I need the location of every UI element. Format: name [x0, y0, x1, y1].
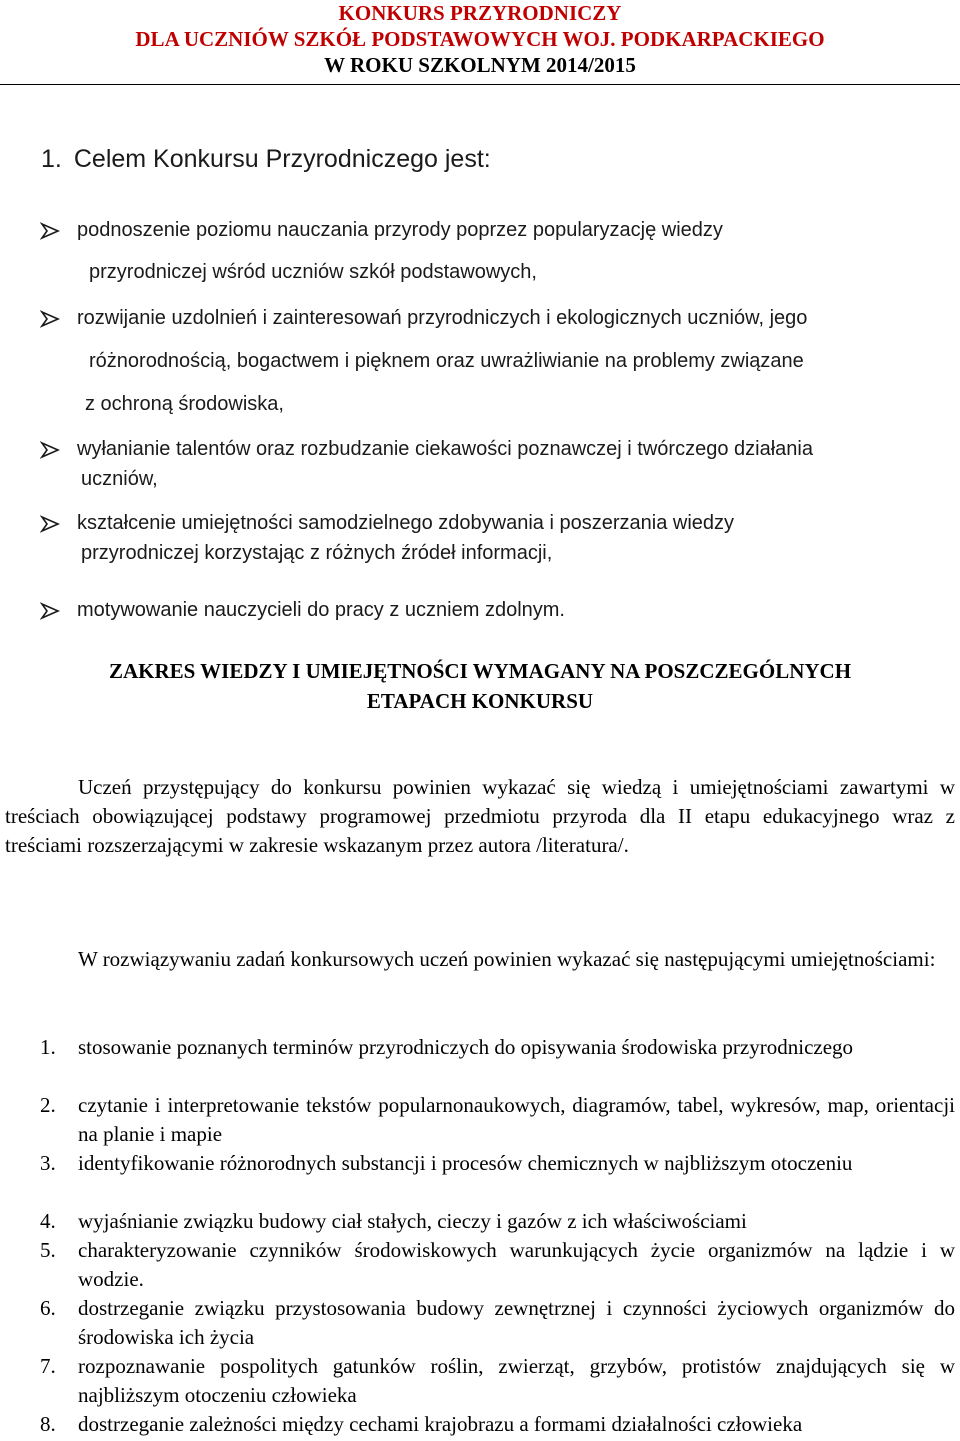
- list-item-text: uczniów,: [81, 468, 158, 490]
- skill-text: charakteryzowanie czynników środowiskowych warunkujących życie organizmów na lądzie i w wodzie.: [78, 1238, 955, 1291]
- arrowhead-bullet-icon: [40, 514, 60, 534]
- skill-number: 1.: [40, 1035, 56, 1059]
- skill-text: rozpoznawanie pospolitych gatunków roślin, zwierząt, grzybów, protistów znajdujących się w najbliższym otoczeniu człowieka: [78, 1354, 955, 1407]
- document-header: [0, 0, 960, 78]
- skill-number: 3.: [40, 1151, 56, 1175]
- requirements-heading-line: ETAPACH KONKURSU: [366, 689, 594, 713]
- section-heading: [41, 143, 491, 175]
- list-item-text: różnorodnością, bogactwem i pięknem oraz uwrażliwianie na problemy związane: [89, 350, 804, 372]
- section-title: Celem Konkursu Przyrodniczego jest:: [73, 145, 491, 173]
- list-item-text: z ochroną środowiska,: [85, 393, 284, 415]
- skill-text: stosowanie poznanych terminów przyrodniczych do opisywania środowiska przyrodniczego: [78, 1035, 854, 1059]
- skill-number: 2.: [40, 1093, 56, 1117]
- section-number: 1.: [41, 145, 62, 173]
- header-school-year: W ROKU SZKOLNYM 2014/2015: [324, 53, 636, 77]
- skill-number: 7.: [40, 1354, 56, 1378]
- list-item-text: przyrodniczej wśród uczniów szkół podstawowych,: [89, 261, 537, 283]
- intro-paragraph: [5, 773, 955, 860]
- skills-intro-paragraph: [5, 945, 955, 974]
- list-item-text: przyrodniczej korzystając z różnych źródeł informacji,: [81, 542, 553, 564]
- header-title: KONKURS PRZYRODNICZY: [338, 1, 622, 25]
- paragraph-text: W rozwiązywaniu zadań konkursowych uczeń powinien wykazać się następującymi umiejętnościami:: [78, 947, 936, 971]
- list-item-text: wyłanianie talentów oraz rozbudzanie ciekawości poznawczej i twórczego działania: [77, 438, 813, 460]
- requirements-heading-line: ZAKRES WIEDZY I UMIEJĘTNOŚCI WYMAGANY NA POSZCZEGÓLNYCH: [108, 659, 852, 683]
- requirements-heading: [0, 656, 960, 716]
- skill-text: dostrzeganie zależności między cechami krajobrazu a formami działalności człowieka: [78, 1412, 803, 1436]
- skill-text: czytanie i interpretowanie tekstów popularnonaukowych, diagramów, tabel, wykresów, map, orientacji na planie i mapie: [78, 1093, 955, 1146]
- list-item-text: podnoszenie poziomu nauczania przyrody poprzez popularyzację wiedzy: [77, 219, 723, 241]
- skill-number: 4.: [40, 1209, 56, 1233]
- skill-number: 5.: [40, 1238, 56, 1262]
- arrowhead-bullet-icon: [40, 601, 60, 621]
- list-item-text: motywowanie nauczycieli do pracy z uczniem zdolnym.: [77, 599, 565, 621]
- list-item-text: rozwijanie uzdolnień i zainteresowań przyrodniczych i ekologicznych uczniów, jego: [77, 307, 808, 329]
- skill-number: 6.: [40, 1296, 56, 1320]
- arrowhead-bullet-icon: [40, 440, 60, 460]
- arrowhead-bullet-icon: [40, 221, 60, 241]
- skill-number: 8.: [40, 1412, 56, 1436]
- skill-text: wyjaśnianie związku budowy ciał stałych, cieczy i gazów z ich właściwościami: [78, 1209, 747, 1233]
- header-divider: [0, 84, 960, 85]
- skill-text: identyfikowanie różnorodnych substancji i procesów chemicznych w najbliższym otoczeniu: [78, 1151, 853, 1175]
- list-item-text: kształcenie umiejętności samodzielnego zdobywania i poszerzania wiedzy: [77, 512, 735, 534]
- paragraph-text: Uczeń przystępujący do konkursu powinien wykazać się wiedzą i umiejętnościami zawartymi w treściach obowiązującej podstawy programowej przedmiotu przyroda dla II etapu edukacyjnego wraz z treściami rozszerzającymi w zakresie wskazanym przez autora /literatura/.: [5, 775, 955, 857]
- skill-text: dostrzeganie związku przystosowania budowy zewnętrznej i czynności życiowych organizmów do środowiska ich życia: [78, 1296, 955, 1349]
- header-subtitle: DLA UCZNIÓW SZKÓŁ PODSTAWOWYCH WOJ. PODKARPACKIEGO: [135, 27, 825, 51]
- arrowhead-bullet-icon: [40, 309, 60, 329]
